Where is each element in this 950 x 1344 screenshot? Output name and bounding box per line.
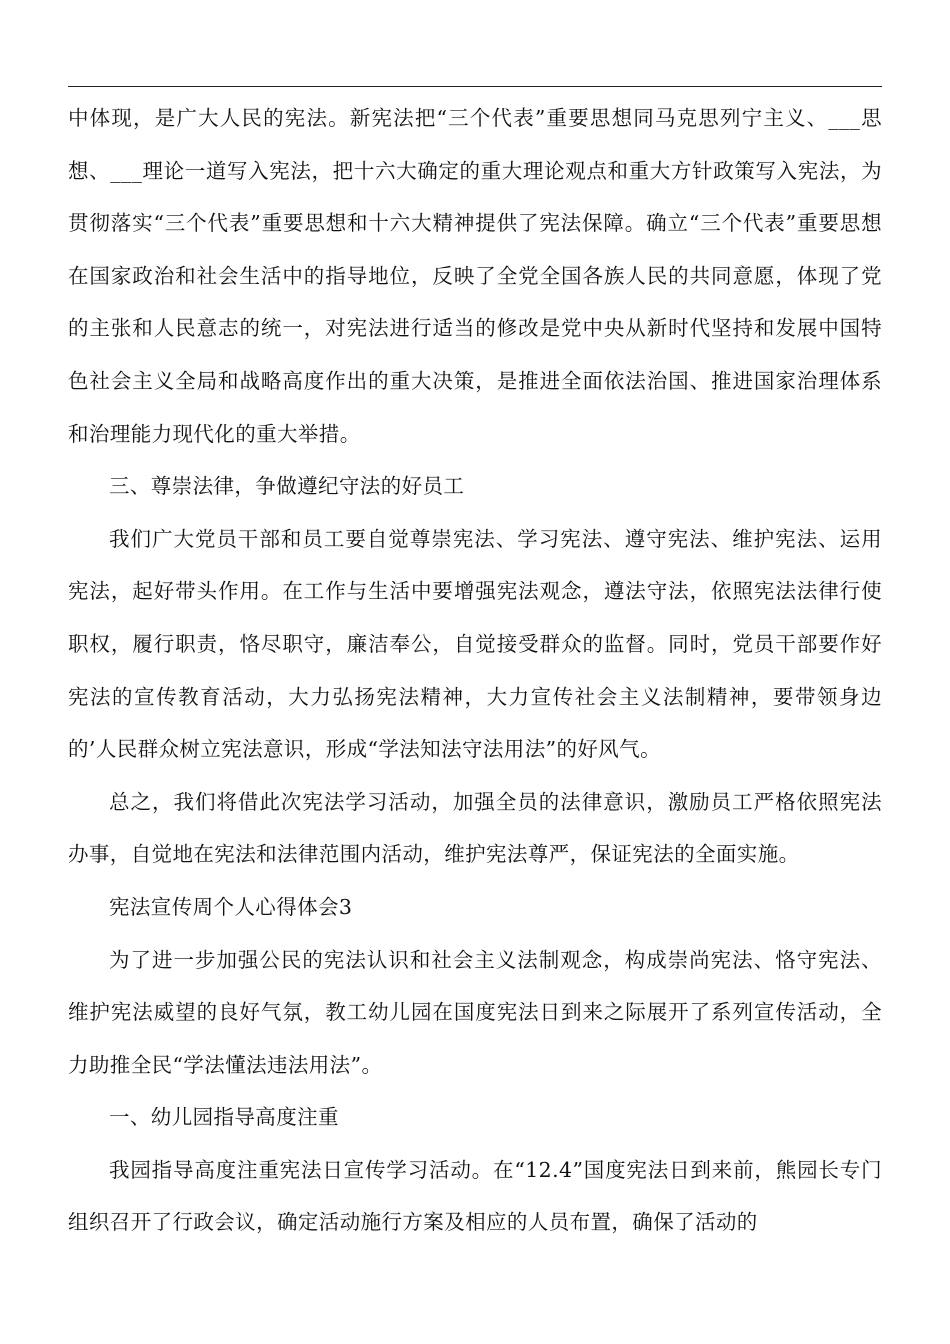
section-heading-leadership: 一、幼儿园指导高度注重 (109, 1105, 339, 1130)
header-rule (68, 86, 882, 87)
paragraph-leadership-detail: 我园指导高度注重宪法日宣传学习活动。在“12.4”国度宪法日到来前，熊园长专门组织召开了行政会议，确定活动施行方案及相应的人员布置，确保了活动的 (68, 1157, 882, 1235)
paragraph-conclusion: 总之，我们将借此次宪法学习活动，加强全员的法律意识，激励员工严格依照宪法办事，自觉地在宪法和法律范围内活动，维护宪法尊严，保证宪法的全面实施。 (68, 789, 882, 867)
section-heading-respect-law: 三、尊崇法律，争做遵纪守法的好员工 (109, 474, 465, 499)
paragraph-constitution-continuation: 中体现，是广大人民的宪法。新宪法把“三个代表”重要思想同马克思列宁主义、___思想、___理论一道写入宪法，把十六大确定的重大理论观点和重大方针政策写入宪法，为贯彻落实“三个代表”重要思想和十六大精神提供了宪法保障。确立“三个代表”重要思想在国家政治和社会生活中的指导地位，反映了全党全国各族人民的共同意愿，体现了党的主张和人民意志的统一，对宪法进行适当的修改是党中央从新时代坚持和发展中国特色社会主义全局和战略高度作出的重大决策，是推进全面依法治国、推进国家治理体系和治理能力现代化的重大举措。 (68, 106, 882, 446)
article-title-3: 宪法宣传周个人心得体会3 (109, 894, 353, 919)
paragraph-kindergarten-intro: 为了进一步加强公民的宪法认识和社会主义法制观念，构成崇尚宪法、恪守宪法、维护宪法威望的良好气氛，教工幼儿园在国度宪法日到来之际展开了系列宣传活动，全力助推全民“学法懂法违法用法”。 (68, 947, 882, 1077)
paragraph-party-members: 我们广大党员干部和员工要自觉尊崇宪法、学习宪法、遵守宪法、维护宪法、运用宪法，起好带头作用。在工作与生活中要增强宪法观念，遵法守法，依照宪法法律行使职权，履行职责，恪尽职守，廉洁奉公，自觉接受群众的监督。同时，党员干部要作好宪法的宣传教育活动，大力弘扬宪法精神，大力宣传社会主义法制精神，要带领身边的’人民群众树立宪法意识，形成“学法知法守法用法”的好风气。 (68, 526, 882, 762)
document-body (68, 92, 882, 1249)
